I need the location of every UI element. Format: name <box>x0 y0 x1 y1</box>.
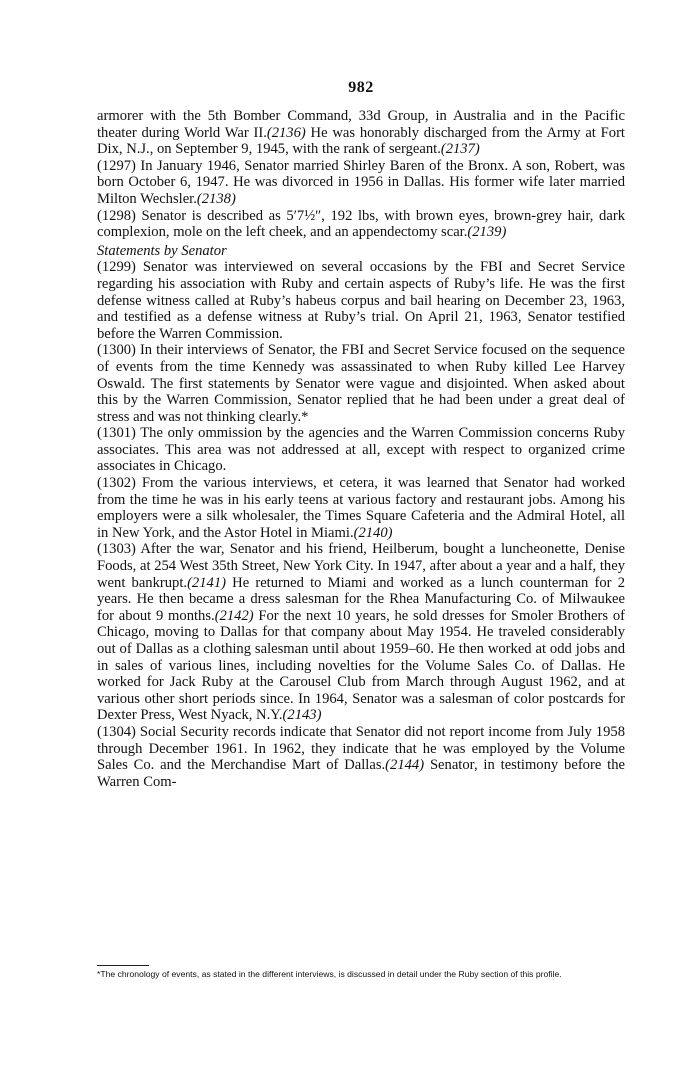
footnote-reference: (2137) <box>440 141 480 158</box>
paragraph-1300 <box>97 342 625 425</box>
page-number: 982 <box>348 79 374 96</box>
paragraph-text: (1304) Social Security records indicate that Senator did not report income from July 1958 through December 1961. In 1962, they indicate that he was employed by the Volume Sales Co. and the Merchandise Mart of Dallas. <box>97 723 625 774</box>
paragraph-text: (1301) The only ommission by the agencies and the Warren Commission concerns Ruby associates. This area was not addressed at all, except with respect to organized crime associates in Chicago. <box>97 425 625 475</box>
paragraph-text: (1298) Senator is described as 5′7½″, 192 lbs, with brown eyes, brown-grey hair, dark complexion, mole on the left cheek, and an appendectomy scar. <box>97 207 625 241</box>
footnote-divider <box>97 965 149 966</box>
footnote-reference: (2142) <box>214 607 254 624</box>
paragraph-text: (1300) In their interviews of Senator, the FBI and Secret Service focused on the sequence of events from the time Kennedy was assassinated to when Ruby killed Lee Harvey Oswald. The first statements by Senator were vague and disjointed. When asked about this by the Warren Commission, Senator replied that he had been under a great deal of stress and was not thinking clearly.* <box>97 342 625 425</box>
footnote-reference: (2139) <box>467 224 507 241</box>
paragraph-text: He was honorably discharged from the Army at Fort Dix, N.J., on September 9, 1945, with the rank of sergeant. <box>97 124 625 158</box>
footnote-reference: (2140) <box>353 524 393 541</box>
paragraph-text: He returned to Miami and worked as a lunch counterman for 2 years. He then became a dress salesman for the Rhea Manufacturing Co. of Milwaukee for about 9 months. <box>97 574 625 624</box>
paragraph-1303 <box>97 541 625 724</box>
footnote-reference: (2141) <box>187 574 226 591</box>
paragraph-text: (1302) From the various interviews, et cetera, it was learned that Senator had worked from the time he was in his early teens at various factory and restaurant jobs. Among his employers were a silk wholesaler, the Times Square Cafeteria and the Admiral Hotel, all in New York, and the Astor Hotel in Miami. <box>97 475 625 541</box>
paragraph-1302 <box>97 475 625 541</box>
paragraph-text: Senator, in testimony before the Warren Com- <box>97 757 625 790</box>
paragraph-1299 <box>97 259 625 342</box>
footnote: *The chronology of events, as stated in the different interviews, is discussed in detail under the Ruby section of this profile. <box>97 969 562 979</box>
paragraph-1304 <box>97 724 625 790</box>
body-text <box>97 108 625 790</box>
footnote-reference: (2144) <box>385 757 425 774</box>
section-heading: Statements by Senator <box>97 242 227 259</box>
footnote-reference: (2138) <box>196 190 236 207</box>
paragraph-1298 <box>97 208 625 241</box>
paragraph-text: armorer with the 5th Bomber Command, 33d Group, in Australia and in the Pacific theater during World War II. <box>97 108 625 141</box>
paragraph-1301 <box>97 425 625 475</box>
paragraph-text: (1297) In January 1946, Senator married Shirley Baren of the Bronx. A son, Robert, was born October 6, 1947. He was divorced in 1956 in Dallas. His former wife later married Milton Wechsler. <box>97 157 625 207</box>
footnote-reference: (2143) <box>282 707 322 724</box>
paragraph-text: For the next 10 years, he sold dresses for Smoler Brothers of Chicago, moving to Dallas for that company about May 1954. He traveled considerably out of Dallas as a clothing salesman until about 1959–60. He then worked at odd jobs and in sales of various lines, including novelties for the Volume Sales Co. of Dallas. He worked for Jack Ruby at the Carousel Club from March through August 1962, and at various other short periods since. In 1964, Senator was a salesman of color postcards for Dexter Press, West Nyack, N.Y. <box>97 607 625 724</box>
paragraph-text: (1303) After the war, Senator and his friend, Heilberum, bought a luncheonette, Denise Foods, at 254 West 35th Street, New York City. In 1947, after about a year and a half, they went bankrupt. <box>97 541 625 591</box>
footnote-reference: (2136) <box>266 124 306 141</box>
paragraph-1297 <box>97 158 625 208</box>
paragraph-text: (1299) Senator was interviewed on several occasions by the FBI and Secret Service regarding his association with Ruby and certain aspects of Ruby’s life. He was the first defense witness called at Ruby’s habeus corpus and bail hearing on December 23, 1963, and testified as a defense witness at Ruby’s trial. On April 21, 1963, Senator testified before the Warren Commission. <box>97 259 625 342</box>
paragraph-continued <box>97 108 625 158</box>
